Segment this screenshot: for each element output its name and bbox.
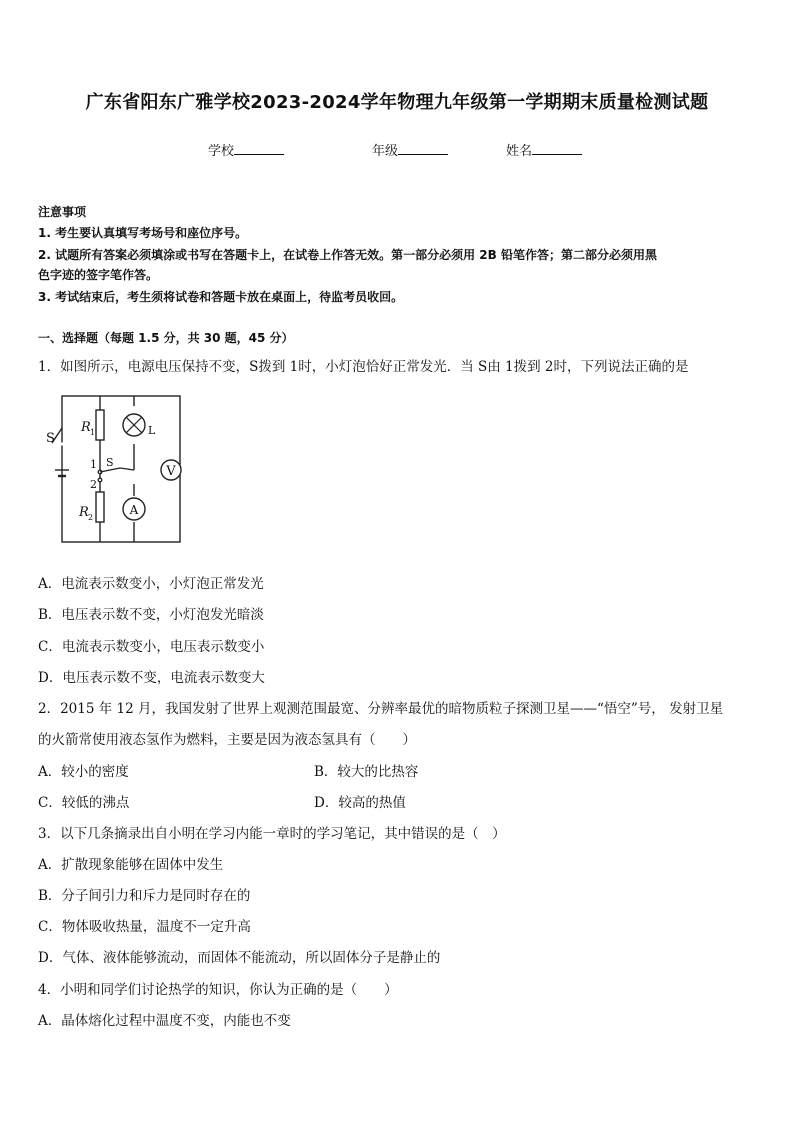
question-2-stem-line1: 2．2015 年 12 月，我国发射了世界上观测范围最宽、分辨率最优的暗物质粒子探测卫星——“悟空”号， 发射卫星	[38, 701, 724, 717]
grade-label: 年级	[372, 144, 399, 159]
circuit-diagram	[44, 388, 194, 548]
lamp-icon	[123, 414, 145, 436]
r2-subscript: 2	[88, 513, 94, 522]
question-1-stem: 1．如图所示，电源电压保持不变，S拨到 1时，小灯泡恰好正常发光．当 S由 1拨到 2时，下列说法正确的是	[38, 359, 689, 375]
r1-label: R	[81, 420, 91, 435]
voltmeter-icon	[161, 460, 181, 480]
school-label: 学校	[208, 144, 235, 159]
name-blank	[532, 142, 582, 155]
lamp-label: L	[148, 424, 156, 437]
r1-subscript: 1	[90, 428, 96, 437]
section-heading: 一、选择题（每题 1.5 分，共 30 题，45 分）	[38, 331, 294, 345]
resistor-r2	[96, 492, 104, 522]
ammeter-label: A	[129, 503, 139, 517]
q2-option-c: C．较低的沸点	[38, 795, 130, 811]
q1-option-b: B．电压表示数不变，小灯泡发光暗淡	[38, 607, 264, 623]
q3-option-b: B．分子间引力和斥力是同时存在的	[38, 888, 251, 904]
q1-option-d: D．电压表示数不变，电流表示数变大	[38, 670, 265, 686]
switch-label: S	[106, 456, 114, 469]
q2-option-b: B．较大的比热容	[314, 764, 419, 780]
grade-field	[372, 140, 448, 159]
question-2-stem-line2: 的火箭常使用液态氢作为燃料，主要是因为液态氢具有（ ）	[38, 732, 416, 748]
switch-s-label: S	[46, 431, 55, 446]
notice-heading: 注意事项	[38, 205, 87, 219]
r2-label: R	[79, 505, 89, 520]
q3-option-c: C．物体吸收热量，温度不一定升高	[38, 919, 251, 935]
position-2-label: 2	[90, 478, 97, 491]
name-label: 姓名	[506, 144, 533, 159]
name-field	[506, 140, 582, 159]
voltmeter-label: V	[166, 464, 176, 479]
ammeter-icon	[123, 498, 145, 520]
q2-option-a: A．较小的密度	[38, 764, 129, 780]
page-title: 广东省阳东广雅学校2023-2024学年物理九年级第一学期期末质量检测试题	[85, 92, 709, 113]
school-field	[208, 140, 284, 159]
school-blank	[234, 142, 284, 155]
position-1-label: 1	[90, 458, 97, 471]
q1-option-a: A．电流表示数变小，小灯泡正常发光	[38, 576, 264, 592]
grade-blank	[398, 142, 448, 155]
question-4-stem: 4．小明和同学们讨论热学的知识，你认为正确的是（ ）	[38, 982, 398, 998]
notice-item: 1. 考生要认真填写考场号和座位序号。	[38, 226, 248, 240]
notice-item: 3. 考试结束后，考生须将试卷和答题卡放在桌面上，待监考员收回。	[38, 290, 404, 304]
notice-item: 色字迹的签字笔作答。	[38, 268, 159, 282]
resistor-r1	[96, 410, 104, 440]
q2-option-d: D．较高的热值	[314, 795, 406, 811]
switch-s1-icon	[98, 468, 134, 482]
question-3-stem: 3．以下几条摘录出自小明在学习内能一章时的学习笔记，其中错误的是（ ）	[38, 826, 506, 842]
q1-option-c: C．电流表示数变小，电压表示数变小	[38, 639, 265, 655]
q3-option-a: A．扩散现象能够在固体中发生	[38, 857, 224, 873]
q3-option-d: D．气体、液体能够流动，而固体不能流动，所以固体分子是静止的	[38, 950, 441, 966]
notice-item: 2. 试题所有答案必须填涂或书写在答题卡上，在试卷上作答无效。第一部分必须用 2B 铅笔作答；第二部分必须用黑	[38, 248, 657, 262]
q4-option-a: A．晶体熔化过程中温度不变，内能也不变	[38, 1013, 291, 1029]
